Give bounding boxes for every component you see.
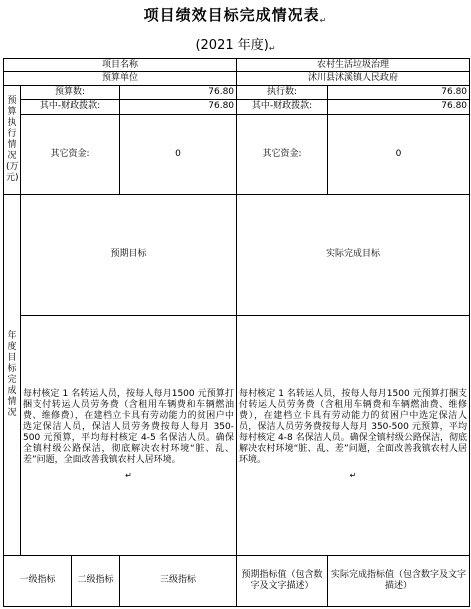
actual-goal-text: 每村核定 1 名转运人员，按每人每月1500 元预算打捆支付转运人员劳务费（含租用车辆费和车辆燃油费、维修费），在建档立卡具有劳动能力的贫困户中选定保洁人员，保洁人员劳务费按每人每月 350-500 元预算，平均每村核定 4-8 名保洁人员。确保全镇村级公路保洁，彻底解决农村环境“脏、乱、差”问题，全面改善我镇农村人居环境。 ↵ <box>237 316 470 556</box>
goals-header-row <box>4 194 470 315</box>
other-funds-row <box>4 114 470 194</box>
budget-unit-label: 预算单位 <box>4 72 237 85</box>
budget-execution-side-label: 预算执行情况(万元) <box>4 85 21 194</box>
project-name-label: 项目名称 <box>4 59 237 72</box>
other-label: 其它资金: <box>21 114 120 194</box>
fiscal-row <box>4 100 470 114</box>
budget-value: 76.80 <box>120 85 237 99</box>
expected-goal-text: 每村核定 1 名转运人员，按每人每月1500 元预算打捆支付转运人员劳务费（含租用车辆费和车辆燃油费、维修费），在建档立卡具有劳动能力的贫困户中选定保洁人员，保洁人员劳务费按每人每月 350-500 元预算，平均每村核定 4-5 名保洁人员。确保全镇村级公路保洁，彻底解决农村环境“脏、乱、差”问题，全面改善我镇农村人居环境。 ↵ <box>21 316 237 556</box>
indicator-header-row <box>4 555 470 606</box>
level1-indicator-label: 一级指标 <box>4 555 72 606</box>
fiscal-exec-value: 76.80 <box>328 100 470 114</box>
fiscal-value: 76.80 <box>120 100 237 114</box>
budget-unit-value: 沭川县沭溪镇人民政府 <box>237 72 470 85</box>
fiscal-exec-label: 其中-财政拨款: <box>237 100 328 114</box>
actual-indicator-value-label: 实际完成指标值（包含数字及文字描述） <box>328 555 470 606</box>
executed-value: 76.80 <box>328 85 470 99</box>
year-subtitle: (2021 年度)↵ <box>195 38 276 53</box>
other-exec-value: 0 <box>328 114 470 194</box>
project-name-row <box>4 59 470 72</box>
other-value: 0 <box>120 114 237 194</box>
fiscal-label: 其中-财政拨款: <box>21 100 120 114</box>
level3-indicator-label: 三级指标 <box>120 555 237 606</box>
budget-label: 预算数: <box>21 85 120 99</box>
actual-goal-label: 实际完成目标 <box>237 194 470 315</box>
expected-indicator-value-label: 预期指标值（包含数字及文字描述） <box>237 555 328 606</box>
other-exec-label: 其它资金: <box>237 114 328 194</box>
budget-total-row <box>4 85 470 99</box>
executed-label: 执行数: <box>237 85 328 99</box>
project-name-value: 农村生活垃圾治理 <box>237 59 470 72</box>
goals-side-label: 年度目标完成情况 <box>4 194 21 555</box>
goals-text-row <box>4 316 470 556</box>
page-title: 项目绩效目标完成情况表↵ <box>143 6 328 25</box>
level2-indicator-label: 二级指标 <box>72 555 120 606</box>
expected-goal-label: 预期目标 <box>21 194 237 315</box>
budget-unit-row <box>4 72 470 85</box>
performance-table <box>3 58 470 607</box>
